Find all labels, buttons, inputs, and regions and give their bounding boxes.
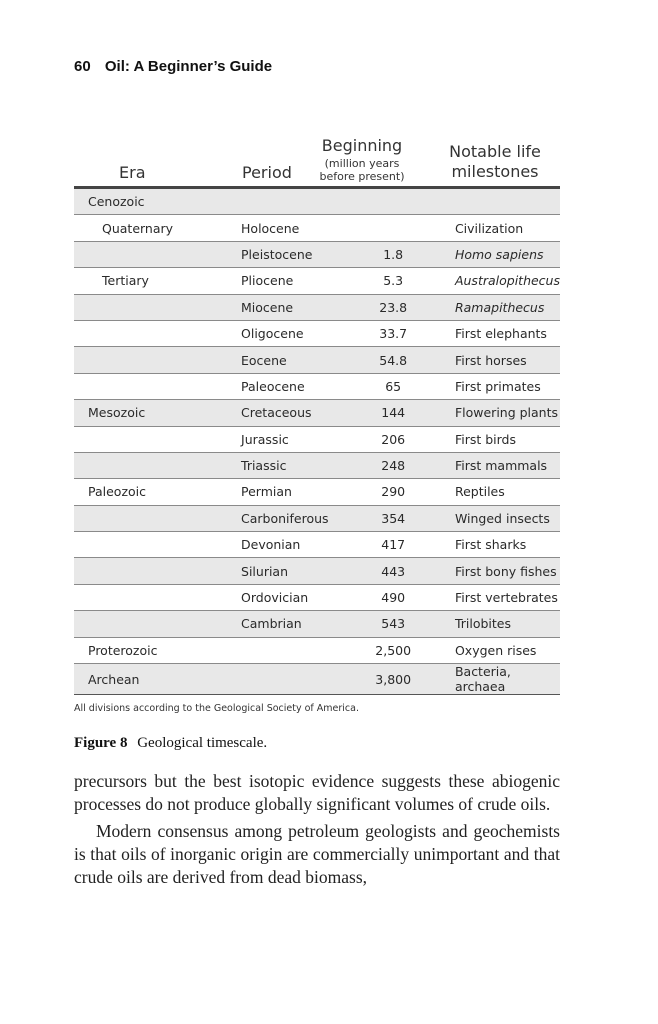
figure-label: Figure 8 — [74, 735, 128, 751]
figure-caption — [74, 735, 267, 752]
beginning-cell: 3,800 — [357, 664, 429, 695]
beginning-cell: 490 — [357, 584, 429, 610]
era-cell — [74, 294, 229, 320]
table-row — [74, 532, 560, 558]
table-footnote: All divisions according to the Geological Society of America. — [74, 703, 359, 715]
period-cell — [229, 664, 357, 695]
milestone-cell: First horses — [429, 347, 560, 373]
table-row — [74, 558, 560, 584]
milestone-cell: Civilization — [429, 215, 560, 241]
figure-caption-text: Geological timescale. — [137, 735, 268, 751]
era-cell: Paleozoic — [74, 479, 229, 505]
period-cell — [229, 637, 357, 663]
milestone-cell: First primates — [429, 373, 560, 399]
beginning-cell: 65 — [357, 373, 429, 399]
period-cell: Oligocene — [229, 320, 357, 346]
period-cell: Devonian — [229, 532, 357, 558]
milestone-cell — [429, 189, 560, 215]
timescale-table — [74, 189, 560, 695]
era-cell — [74, 373, 229, 399]
era-cell — [74, 505, 229, 531]
milestone-cell: First elephants — [429, 320, 560, 346]
header-beginning — [306, 136, 418, 183]
era-cell: Mesozoic — [74, 400, 229, 426]
beginning-cell: 2,500 — [357, 637, 429, 663]
period-cell: Cretaceous — [229, 400, 357, 426]
beginning-cell: 33.7 — [357, 320, 429, 346]
table-row — [74, 664, 560, 695]
era-cell: Proterozoic — [74, 637, 229, 663]
milestone-cell: First mammals — [429, 452, 560, 478]
period-cell: Triassic — [229, 452, 357, 478]
period-cell: Silurian — [229, 558, 357, 584]
table-header — [74, 128, 560, 189]
era-cell — [74, 558, 229, 584]
milestone-cell: Flowering plants — [429, 400, 560, 426]
period-cell: Holocene — [229, 215, 357, 241]
era-cell — [74, 452, 229, 478]
table-row — [74, 189, 560, 215]
header-era: Era — [119, 163, 146, 182]
beginning-cell: 443 — [357, 558, 429, 584]
period-cell: Pleistocene — [229, 241, 357, 267]
table-row — [74, 584, 560, 610]
table-row — [74, 479, 560, 505]
milestone-cell: Ramapithecus — [429, 294, 560, 320]
milestone-cell: Australopithecus — [429, 268, 560, 294]
era-cell — [74, 584, 229, 610]
beginning-cell: 206 — [357, 426, 429, 452]
table-row — [74, 611, 560, 637]
period-cell: Paleocene — [229, 373, 357, 399]
table-row — [74, 505, 560, 531]
period-cell: Carboniferous — [229, 505, 357, 531]
beginning-cell: 54.8 — [357, 347, 429, 373]
era-cell — [74, 320, 229, 346]
beginning-cell: 290 — [357, 479, 429, 505]
period-cell: Ordovician — [229, 584, 357, 610]
table-row — [74, 373, 560, 399]
era-cell: Archean — [74, 664, 229, 695]
table-row — [74, 400, 560, 426]
table-row — [74, 215, 560, 241]
header-period: Period — [242, 163, 292, 182]
beginning-cell: 1.8 — [357, 241, 429, 267]
body-text — [74, 770, 560, 889]
beginning-cell: 543 — [357, 611, 429, 637]
milestone-cell: First vertebrates — [429, 584, 560, 610]
period-cell: Eocene — [229, 347, 357, 373]
era-cell: Cenozoic — [74, 189, 229, 215]
beginning-cell: 23.8 — [357, 294, 429, 320]
beginning-cell — [357, 189, 429, 215]
era-cell — [74, 532, 229, 558]
milestone-cell: Winged insects — [429, 505, 560, 531]
period-cell: Pliocene — [229, 268, 357, 294]
period-cell: Jurassic — [229, 426, 357, 452]
period-cell: Permian — [229, 479, 357, 505]
table-row — [74, 452, 560, 478]
running-head — [74, 58, 272, 75]
table-row — [74, 426, 560, 452]
beginning-cell — [357, 215, 429, 241]
era-cell: Tertiary — [74, 268, 229, 294]
period-cell: Cambrian — [229, 611, 357, 637]
milestone-cell: Reptiles — [429, 479, 560, 505]
era-cell — [74, 347, 229, 373]
milestone-cell: Homo sapiens — [429, 241, 560, 267]
table-row — [74, 241, 560, 267]
era-cell — [74, 611, 229, 637]
milestone-cell: Oxygen rises — [429, 637, 560, 663]
header-beginning-label: Beginning — [321, 136, 403, 155]
era-cell — [74, 426, 229, 452]
table-row — [74, 294, 560, 320]
beginning-cell: 5.3 — [357, 268, 429, 294]
beginning-cell: 354 — [357, 505, 429, 531]
table-row — [74, 637, 560, 663]
book-title: Oil: A Beginner’s Guide — [104, 58, 273, 75]
table-row — [74, 347, 560, 373]
page-number: 60 — [74, 58, 91, 75]
beginning-cell: 144 — [357, 400, 429, 426]
header-notable: Notable life milestones — [449, 142, 541, 181]
period-cell: Miocene — [229, 294, 357, 320]
paragraph: Modern consensus among petroleum geologists and geochemists is that oils of inorganic origin are commercially unimportant and that crude oils are derived from dead biomass, — [74, 821, 560, 887]
period-cell — [229, 189, 357, 215]
geological-timescale-figure — [74, 128, 560, 714]
era-cell — [74, 241, 229, 267]
beginning-cell: 417 — [357, 532, 429, 558]
milestone-cell: First sharks — [429, 532, 560, 558]
paragraph: precursors but the best isotopic evidence suggests these abiogenic processes do not produce globally significant volumes of crude oils. — [74, 771, 560, 814]
milestone-cell: First birds — [429, 426, 560, 452]
milestone-cell: Bacteria, archaea — [429, 664, 560, 695]
milestone-cell: First bony fishes — [429, 558, 560, 584]
table-row — [74, 320, 560, 346]
beginning-cell: 248 — [357, 452, 429, 478]
era-cell: Quaternary — [74, 215, 229, 241]
table-row — [74, 268, 560, 294]
milestone-cell: Trilobites — [429, 611, 560, 637]
header-beginning-sub: (million years before present) — [319, 157, 405, 183]
